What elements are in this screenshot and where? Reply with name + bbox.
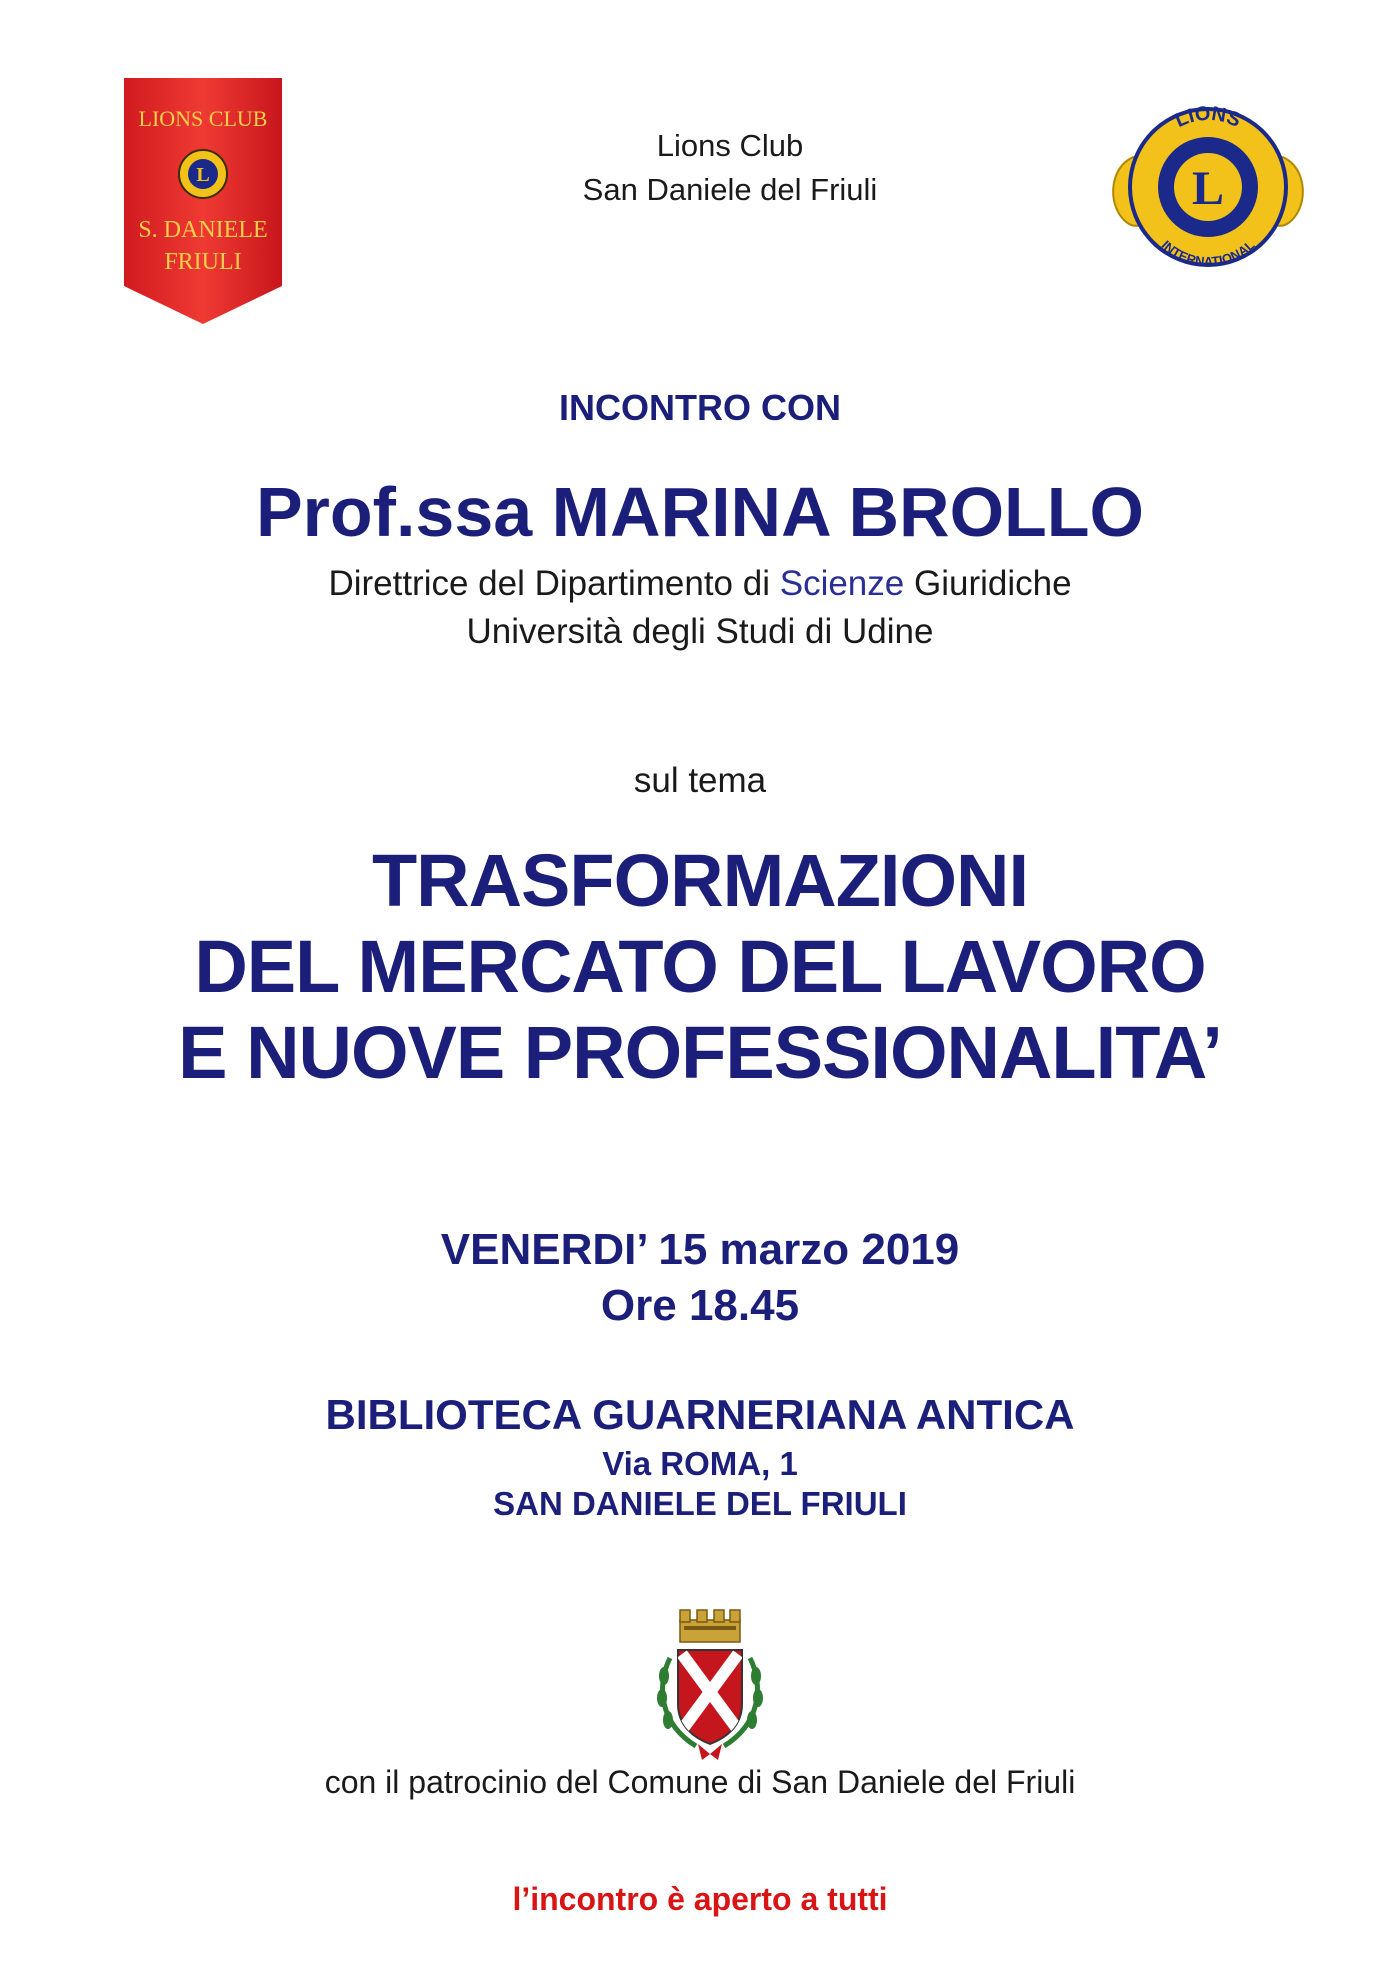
venue-name: BIBLIOTECA GUARNERIANA ANTICA	[325, 1391, 1075, 1438]
emblem-top-text: LIONS	[1171, 102, 1245, 132]
open-to-all-note: l’incontro è aperto a tutti	[512, 1881, 888, 1917]
venue-address	[0, 1444, 1400, 1524]
comune-coat-of-arms-icon	[652, 1606, 768, 1762]
role-line2: Università degli Studi di Udine	[466, 612, 934, 651]
topic-line2: DEL MERCATO DEL LAVORO	[194, 925, 1206, 1008]
venue-city: SAN DANIELE DEL FRIULI	[493, 1485, 907, 1522]
svg-text:L: L	[196, 164, 210, 186]
event-time: Ore 18.45	[600, 1281, 800, 1330]
pennant-bottom-line2: FRIULI	[164, 249, 242, 275]
event-intro: INCONTRO CON	[559, 387, 841, 428]
header-club-name	[500, 124, 960, 212]
event-datetime	[0, 1222, 1400, 1334]
header-line2: San Daniele del Friuli	[582, 172, 878, 207]
lions-international-emblem-icon	[1108, 100, 1308, 274]
pennant-bottom-line1: S. DANIELE	[138, 217, 268, 243]
pennant-top-text: LIONS CLUB	[138, 106, 268, 131]
patronage-note: con il patrocinio del Comune di San Daniele del Friuli	[324, 1764, 1076, 1800]
speaker-name: Prof.ssa MARINA BROLLO	[255, 473, 1145, 551]
event-date: VENERDI’ 15 marzo 2019	[440, 1225, 960, 1274]
emblem-bottom-text: INTERNATIONAL	[1158, 237, 1258, 270]
role-line1-accent: Scienze	[779, 564, 905, 603]
topic-intro: sul tema	[633, 761, 767, 800]
topic-line1: TRASFORMAZIONI	[371, 839, 1029, 922]
emblem-letter: L	[1191, 162, 1225, 215]
header-line1: Lions Club	[656, 128, 804, 163]
venue-street: Via ROMA, 1	[602, 1445, 798, 1482]
role-line1-c: Giuridiche	[904, 564, 1072, 603]
role-line1-a: Direttrice del Dipartimento di	[328, 564, 780, 603]
role-line1	[0, 560, 1400, 608]
speaker-role	[0, 560, 1400, 656]
topic-line3: E NUOVE PROFESSIONALITA’	[178, 1011, 1222, 1094]
topic-title	[0, 838, 1400, 1096]
lions-club-pennant-icon	[124, 78, 282, 324]
